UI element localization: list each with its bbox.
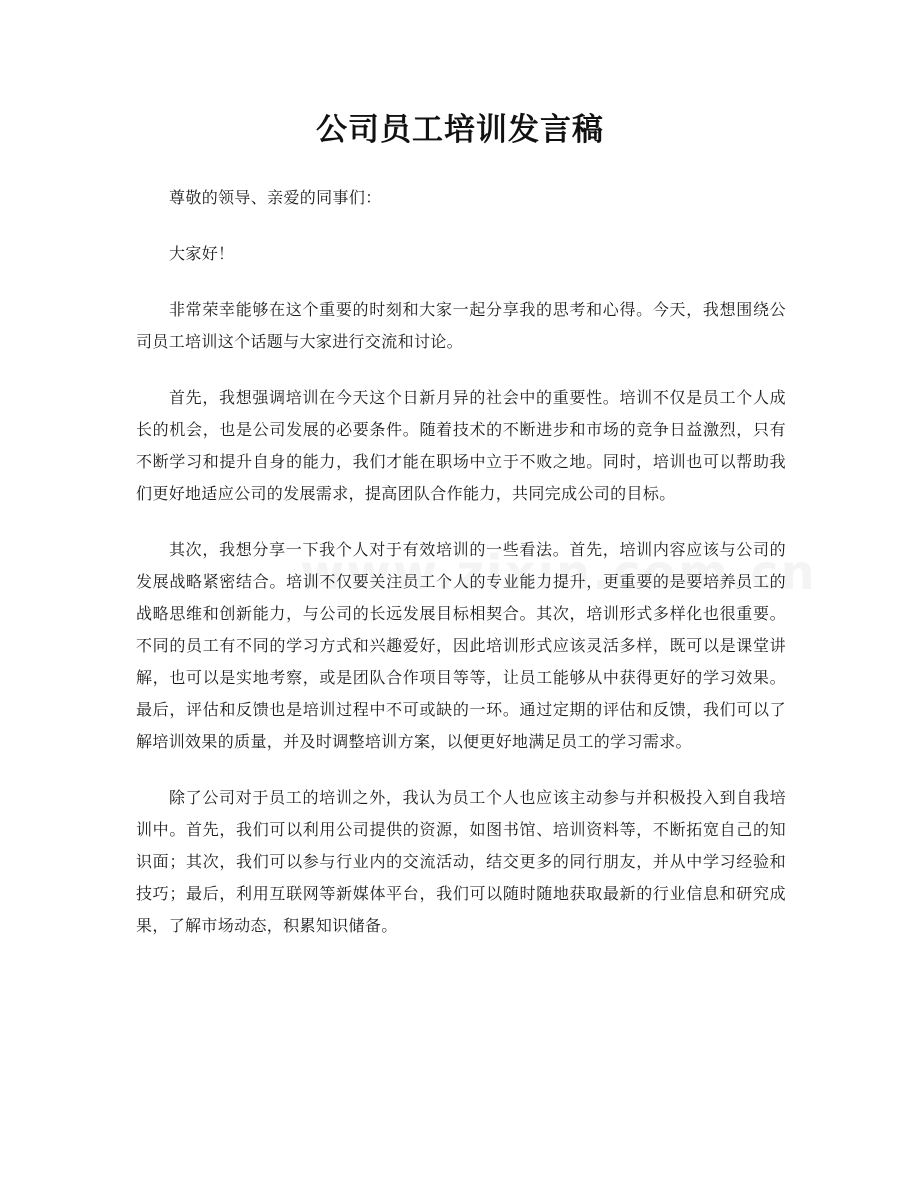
paragraph-importance: 首先，我想强调培训在今天这个日新月异的社会中的重要性。培训不仅是员工个人成长的机会，也是公司发展的必要条件。随着技术的不断进步和市场的竞争日益激烈，只有不断学习和提升自身的能力，我们才能在职场中立于不败之地。同时，培训也可以帮助我们更好地适应公司的发展需求，提高团队合作能力，共同完成公司的目标。 [136,388,786,503]
paragraph-self-training: 除了公司对于员工的培训之外，我认为员工个人也应该主动参与并积极投入到自我培训中。首先，我们可以利用公司提供的资源，如图书馆、培训资料等，不断拓宽自己的知识面；其次，我们可以参与行业内的交流活动，结交更多的同行朋友，并从中学习经验和技巧；最后，利用互联网等新媒体平台，我们可以随时随地获取最新的行业信息和研究成果，了解市场动态，积累知识储备。 [136,788,786,935]
salutation: 尊敬的领导、亲爱的同事们： [169,188,382,207]
paragraph-intro: 非常荣幸能够在这个重要的时刻和大家一起分享我的思考和心得。今天，我想围绕公司员工培训这个话题与大家进行交流和讨论。 [136,300,786,351]
document-title: 公司员工培训发言稿 [316,112,604,148]
greeting: 大家好！ [169,244,235,263]
paragraph-effective-training: 其次，我想分享一下我个人对于有效培训的一些看法。首先，培训内容应该与公司的发展战略紧密结合。培训不仅要关注员工个人的专业能力提升，更重要的是要培养员工的战略思维和创新能力，与公司的长远发展目标相契合。其次，培训形式多样化也很重要。不同的员工有不同的学习方式和兴趣爱好，因此培训形式应该灵活多样，既可以是课堂讲解，也可以是实地考察，或是团队合作项目等等，让员工能够从中获得更好的学习效果。最后，评估和反馈也是培训过程中不可或缺的一环。通过定期的评估和反馈，我们可以了解培训效果的质量，并及时调整培训方案，以便更好地满足员工的学习需求。 [136,540,786,751]
document-body [136,182,786,966]
